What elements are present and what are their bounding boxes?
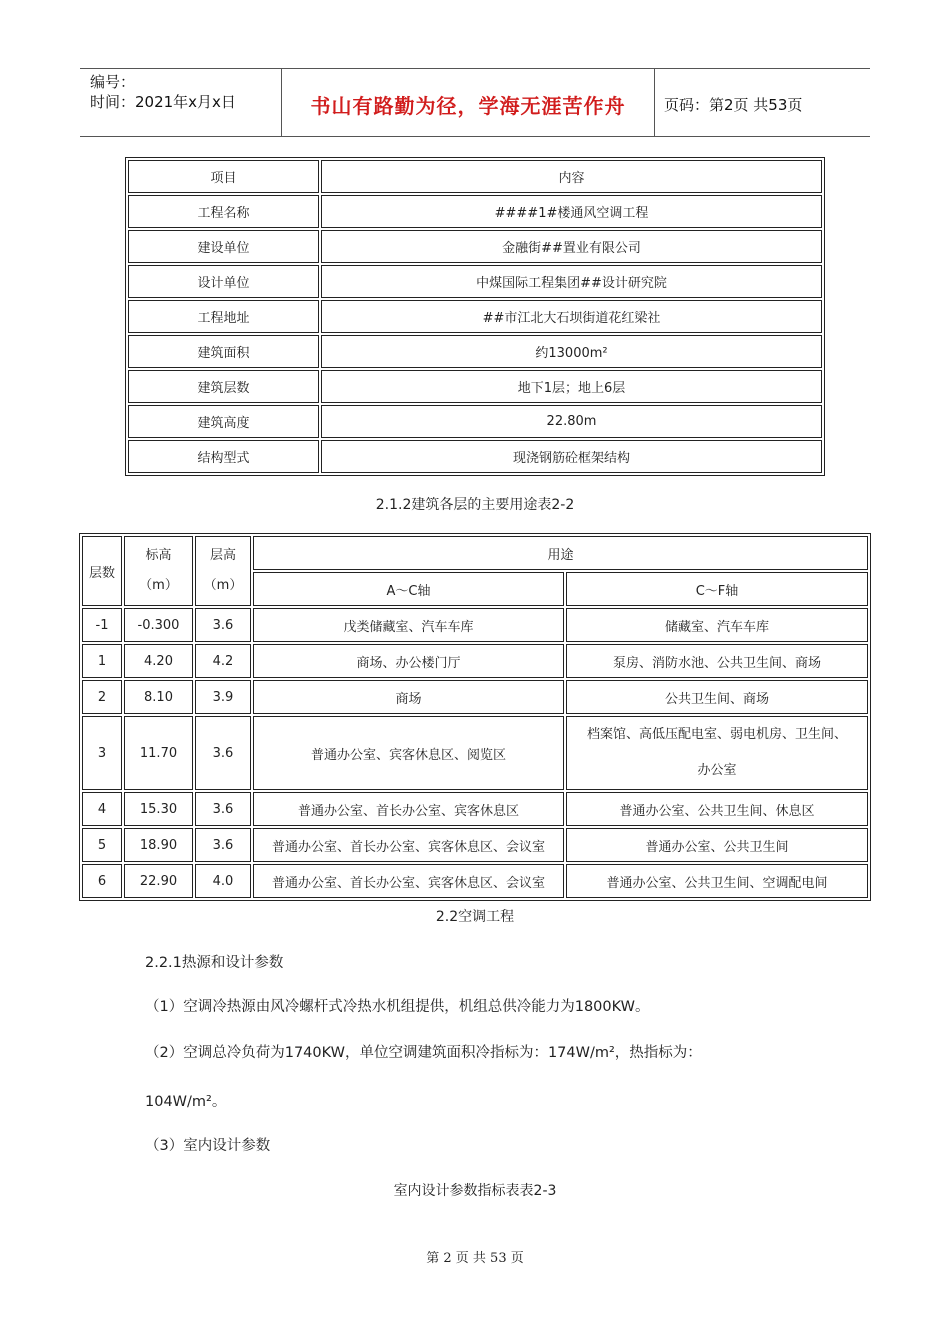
cell-elevation: 18.90: [124, 828, 193, 862]
page-footer: 第 2 页 共 53 页: [426, 1251, 524, 1266]
cell-usage-ac: 戊类储藏室、汽车车库: [253, 608, 564, 642]
cell-elevation: -0.300: [124, 608, 193, 642]
cell-elevation: 8.10: [124, 680, 193, 714]
cell-usage-ac: 普通办公室、首长办公室、宾客休息区: [253, 792, 564, 826]
cell-usage-ac: 商场: [253, 680, 564, 714]
header-time-label: 时间：2021年x月x日: [90, 93, 236, 111]
header-top-rule: [80, 68, 870, 69]
cell-floor: 4: [82, 792, 122, 826]
table-header-row: [128, 160, 822, 193]
table-header-row: [82, 536, 868, 570]
table-row: [128, 195, 822, 228]
header-motto: 书山有路勤为径，学海无涯苦作舟: [310, 94, 626, 118]
paragraph-cooling-source: （1）空调冷热源由风冷螺杆式冷热水机组提供，机组总供冷能力为1800KW。: [145, 999, 650, 1015]
row-value: ####1#楼通风空调工程: [321, 195, 822, 228]
cell-usage-cf: 普通办公室、公共卫生间、空调配电间: [566, 864, 868, 898]
row-value: 金融街##置业有限公司: [321, 230, 822, 263]
cell-usage-cf: 公共卫生间、商场: [566, 680, 868, 714]
table-row: [82, 792, 868, 826]
cell-usage-cf-line2: 办公室: [697, 763, 737, 778]
paragraph-heat-index: 104W/m²。: [145, 1094, 227, 1110]
cell-floor: 1: [82, 644, 122, 678]
cell-usage-ac: 普通办公室、宾客休息区、阅览区: [253, 716, 564, 790]
row-label: 工程名称: [128, 195, 319, 228]
row-label: 建筑层数: [128, 370, 319, 403]
caption-indoor-params-table: 室内设计参数指标表表2-3: [393, 1183, 557, 1199]
table-row: [128, 265, 822, 298]
floor-usage-table: [79, 533, 871, 901]
cell-usage-cf: 普通办公室、公共卫生间、休息区: [566, 792, 868, 826]
cell-usage-cf: [566, 716, 868, 790]
header-number-label: 编号：: [90, 73, 136, 91]
row-value: 地下1层；地上6层: [321, 370, 822, 403]
cell-usage-ac: 商场、办公楼门厅: [253, 644, 564, 678]
row-label: 建设单位: [128, 230, 319, 263]
row-value: ##市江北大石坝街道花红梁社: [321, 300, 822, 333]
cell-height: 4.2: [195, 644, 251, 678]
cell-usage-cf: 普通办公室、公共卫生间: [566, 828, 868, 862]
header-floor-height-line2: （m）: [203, 578, 243, 593]
row-value: 现浇钢筋砼框架结构: [321, 440, 822, 473]
row-label: 结构型式: [128, 440, 319, 473]
table-row: [128, 230, 822, 263]
table-row: [82, 644, 868, 678]
cell-elevation: 4.20: [124, 644, 193, 678]
table-row: [128, 405, 822, 438]
cell-height: 3.6: [195, 828, 251, 862]
header-divider-right: [654, 68, 655, 136]
cell-usage-cf-line1: 档案馆、高低压配电室、弱电机房、卫生间、: [586, 727, 847, 742]
table-row: [82, 680, 868, 714]
table-row: [82, 608, 868, 642]
header-floor: 层数: [82, 536, 122, 606]
table-row: [82, 864, 868, 898]
row-value: 22.80m: [321, 405, 822, 438]
row-label: 建筑高度: [128, 405, 319, 438]
cell-elevation: 22.90: [124, 864, 193, 898]
project-info-table: [125, 157, 825, 476]
row-value: 中煤国际工程集团##设计研究院: [321, 265, 822, 298]
cell-usage-cf: 泵房、消防水池、公共卫生间、商场: [566, 644, 868, 678]
cell-floor: 5: [82, 828, 122, 862]
header-bottom-rule: [80, 136, 870, 137]
cell-usage-ac: 普通办公室、首长办公室、宾客休息区、会议室: [253, 864, 564, 898]
table-row: [82, 716, 868, 790]
table-row: [82, 828, 868, 862]
header-page-code: 页码：第2页 共53页: [664, 96, 803, 114]
cell-usage-ac: 普通办公室、首长办公室、宾客休息区、会议室: [253, 828, 564, 862]
header-item: 项目: [128, 160, 319, 193]
header-elevation: [124, 536, 193, 606]
row-label: 设计单位: [128, 265, 319, 298]
cell-height: 3.6: [195, 792, 251, 826]
header-elevation-line1: 标高: [145, 548, 172, 563]
header-floor-height: [195, 536, 251, 606]
row-label: 建筑面积: [128, 335, 319, 368]
cell-usage-cf: 储藏室、汽车车库: [566, 608, 868, 642]
cell-floor: 3: [82, 716, 122, 790]
header-axis-ac: A～C轴: [253, 572, 564, 606]
cell-height: 3.9: [195, 680, 251, 714]
table-row: [128, 300, 822, 333]
header-axis-cf: C～F轴: [566, 572, 868, 606]
paragraph-cooling-load: （2）空调总冷负荷为1740KW，单位空调建筑面积冷指标为：174W/m²，热指标为：: [145, 1045, 702, 1061]
row-value: 约13000m²: [321, 335, 822, 368]
cell-elevation: 15.30: [124, 792, 193, 826]
subsection-heading-heat-source: 2.2.1热源和设计参数: [145, 955, 284, 971]
table-row: [128, 440, 822, 473]
cell-floor: 6: [82, 864, 122, 898]
row-label: 工程地址: [128, 300, 319, 333]
header-usage: 用途: [253, 536, 868, 570]
cell-height: 3.6: [195, 608, 251, 642]
cell-height: 4.0: [195, 864, 251, 898]
table-row: [128, 370, 822, 403]
caption-floor-usage: 2.1.2建筑各层的主要用途表2-2: [375, 497, 575, 513]
table-row: [128, 335, 822, 368]
cell-elevation: 11.70: [124, 716, 193, 790]
section-heading-hvac: 2.2空调工程: [435, 909, 515, 925]
cell-floor: -1: [82, 608, 122, 642]
header-content: 内容: [321, 160, 822, 193]
header-floor-height-line1: 层高: [209, 548, 236, 563]
cell-height: 3.6: [195, 716, 251, 790]
header-elevation-line2: （m）: [139, 578, 178, 593]
paragraph-indoor-params: （3）室内设计参数: [145, 1138, 271, 1154]
cell-floor: 2: [82, 680, 122, 714]
